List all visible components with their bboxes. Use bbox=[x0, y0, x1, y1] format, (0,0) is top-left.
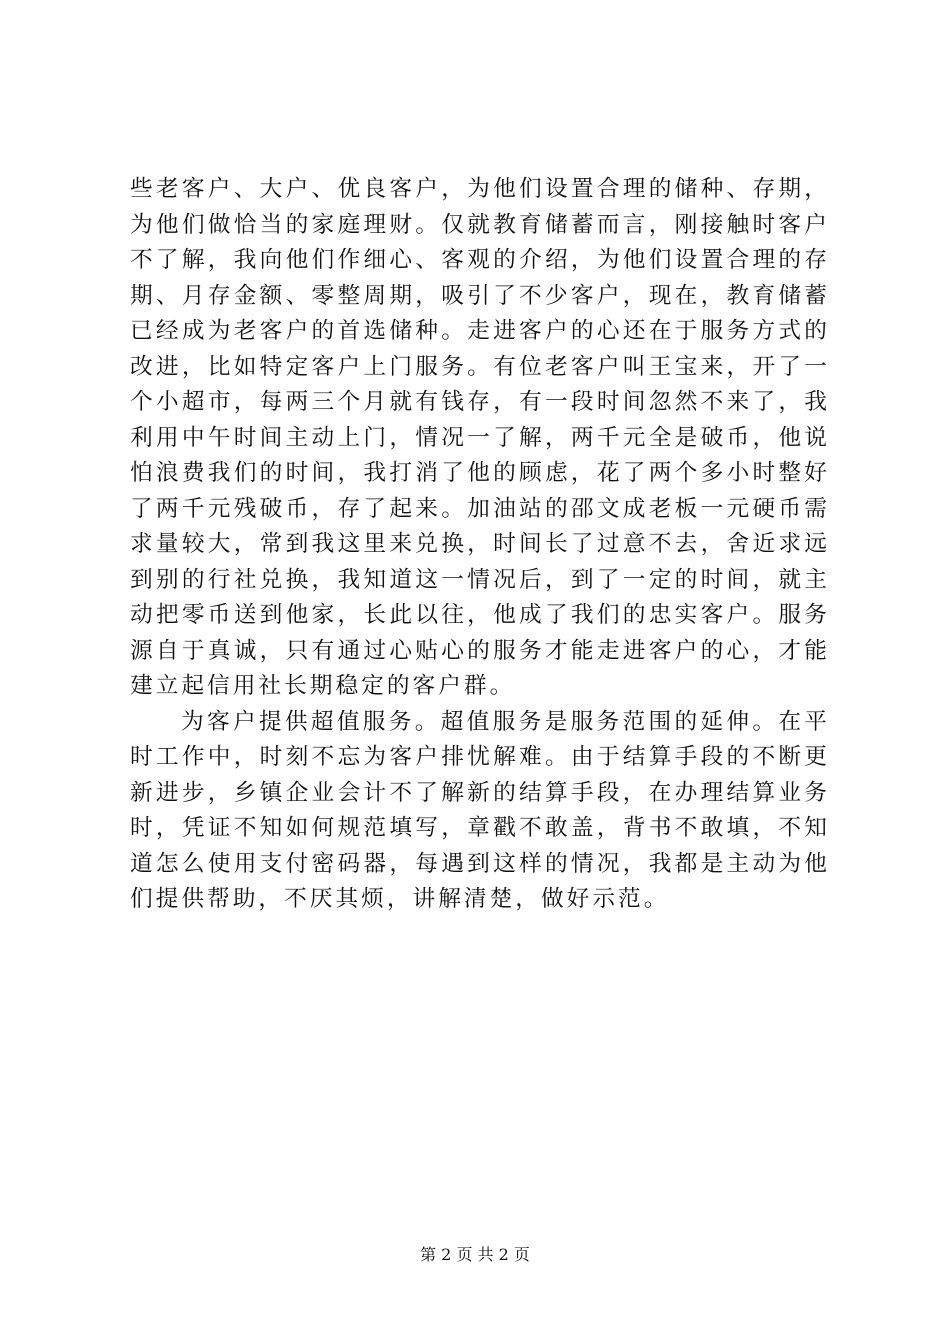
page-number-footer: 第 2 页 共 2 页 bbox=[420, 1245, 530, 1264]
paragraph-continuation: 些老客户、大户、优良客户，为他们设置合理的储种、存期，为他们做恰当的家庭理财。仅就教育储蓄而言，刚接触时客户不了解，我向他们作细心、客观的介绍，为他们设置合理的存期、月存金额、零整周期，吸引了不少客户，现在，教育储蓄已经成为老客户的首选储种。走进客户的心还在于服务方式的改进，比如特定客户上门服务。有位老客户叫王宝来，开了一个小超市，每两三个月就有钱存，有一段时间忽然不来了，我利用中午时间主动上门，情况一了解，两千元全是破币，他说怕浪费我们的时间，我打消了他的顾虑，花了两个多小时整好了两千元残破币，存了起来。加油站的邵文成老板一元硬币需求量较大，常到我这里来兑换，时间长了过意不去，舍近求远到别的行社兑换，我知道这一情况后，到了一定的时间，就主动把零币送到他家，长此以往，他成了我们的忠实客户。服务源自于真诚，只有通过心贴心的服务才能走进客户的心，才能建立起信用社长期稳定的客户群。 bbox=[130, 176, 830, 699]
paragraph-value-added-service: 为客户提供超值服务。超值服务是服务范围的延伸。在平时工作中，时刻不忘为客户排忧解难。由于结算手段的不断更新进步，乡镇企业会计不了解新的结算手段，在办理结算业务时，凭证不知如何规范填写，章戳不敢盖，背书不敢填，不知道怎么使用支付密码器，每遇到这样的情况，我都是主动为他们提供帮助，不厌其烦，讲解清楚，做好示范。 bbox=[130, 708, 830, 912]
document-body bbox=[130, 172, 830, 918]
